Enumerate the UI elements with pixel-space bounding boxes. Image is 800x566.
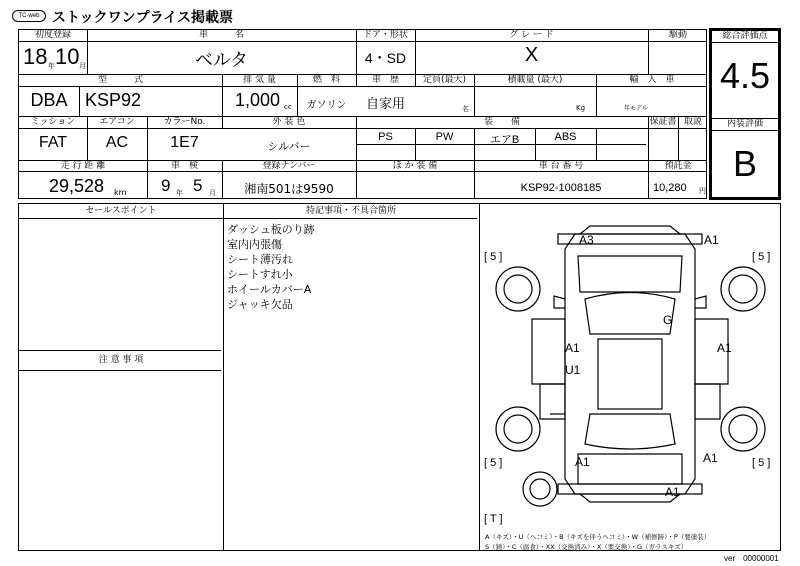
chassis-value: KSP92-1008185 [520, 182, 602, 194]
fuel-header: 燃 料 [312, 75, 340, 85]
other-equip-header: ほ か 装 備 [392, 161, 438, 171]
mission-value: FAT [38, 134, 68, 151]
price-value: 10,280 [653, 182, 687, 194]
history-value: 自家用 [365, 97, 405, 112]
mark-rear-left: A1 [575, 455, 590, 469]
interior-score-label: 内装評価 [712, 118, 778, 131]
first-reg-header: 初度登録 [34, 30, 71, 40]
mission-header: ミッション [30, 117, 76, 127]
mark-left-door2: U1 [565, 363, 581, 377]
spare-label: [ T ] [484, 513, 503, 525]
door-header: ドア・形状 [363, 30, 408, 40]
note-item: 室内内張傷 [227, 238, 282, 251]
capacity-header: 定員(最大) [422, 75, 467, 85]
legend [485, 532, 710, 552]
info-table [18, 29, 707, 199]
mark-rear-right: A1 [703, 451, 718, 465]
price-header: 預託金 [664, 161, 692, 171]
sales-point-header: セールスポイント [85, 206, 157, 216]
color-header: 外 装 色 [272, 117, 306, 127]
displacement-header: 排 気 量 [243, 75, 276, 85]
model-header: 型 式 [97, 75, 143, 85]
name-header: 車 名 [198, 30, 244, 40]
note-item: シートすれ小 [227, 268, 293, 281]
special-notes-list [227, 222, 315, 312]
mileage-value: 29,528 [49, 176, 105, 196]
load-unit: Kg [576, 104, 586, 112]
mark-front-left: A3 [579, 233, 594, 247]
equip-ps: PS [378, 131, 393, 143]
capacity-unit: 名 [462, 105, 469, 113]
equip-pw: PW [435, 131, 454, 143]
insp-year: 9 [161, 176, 171, 195]
mark-left-door1: A1 [565, 341, 580, 355]
legend-line1: A（キズ）・U（ヘコミ）・B（キズを伴うヘコミ）・W（補修跡）・P（要塗装） [485, 533, 711, 541]
plate-value: 湘南501は9590 [244, 182, 334, 196]
year-unit: 年 [48, 62, 55, 70]
page-title: ストックワンプライス掲載票 [52, 10, 234, 26]
note-item: シート薄汚れ [227, 253, 293, 266]
import-header: 輸 入 車 [629, 75, 675, 85]
equip-airbag: エアB [489, 134, 520, 146]
color-value: シルバー [267, 140, 311, 153]
chassis-header: 車 台 番 号 [538, 161, 584, 171]
month-unit: 月 [79, 62, 86, 70]
color-no-header: カラーNo. [163, 117, 206, 127]
cc-unit: cc [284, 103, 292, 111]
mileage-header: 走 行 距 離 [60, 161, 106, 171]
car-diagram [480, 204, 781, 549]
model-prefix: DBA [30, 90, 68, 110]
equipment-header: 装 備 [483, 117, 520, 127]
door-type: 4・SD [364, 50, 407, 66]
insp-year-unit: 年 [176, 189, 183, 197]
score-box [709, 28, 781, 200]
legend-line2: S（錆）・C（腐食）・XX（交換済み）・X（要交換）・G（ガラスキズ） [485, 543, 688, 551]
grade-header: グ レ ー ド [509, 30, 554, 40]
plate-header: 登録ナンバー [262, 161, 316, 171]
color-no-value: 1E7 [170, 134, 199, 151]
first-reg-month: 10 [55, 44, 80, 69]
note-item: ホイールカバーA [227, 283, 312, 296]
aircon-header: エアコン [99, 117, 135, 127]
manual-header: 取説 [683, 117, 702, 127]
mark-right-door: A1 [717, 341, 732, 355]
drive-header: 駆動 [668, 30, 687, 40]
version-label: ver 00000001 [724, 554, 779, 563]
mark-rear-center: A1 [665, 485, 680, 499]
equip-abs: ABS [554, 131, 577, 143]
first-reg-year: 18 [23, 44, 48, 69]
grade-value: X [524, 44, 539, 66]
overall-score-label: 総合評価点 [712, 31, 778, 43]
caution-header: 注 意 事 項 [98, 355, 144, 365]
overall-score: 4.5 [719, 55, 771, 96]
interior-score: B [732, 143, 757, 184]
tire-fl-label: [ 5 ] [484, 251, 503, 263]
displacement-value: 1,000 [235, 90, 281, 110]
insp-month-unit: 月 [209, 189, 216, 197]
aircon-value: AC [105, 134, 129, 151]
load-header: 積載量 (最大) [507, 75, 563, 85]
import-unit: 年モデル [624, 105, 648, 112]
car-name: ベルタ [194, 50, 249, 71]
warranty-header: 保証書 [649, 117, 677, 127]
mark-front-right: A1 [704, 233, 719, 247]
special-notes-header: 特記事項・不具合箇所 [305, 206, 396, 216]
note-item: ダッシュ板のり跡 [227, 223, 315, 236]
model-value: KSP92 [85, 90, 142, 110]
tire-rr-label: [ 5 ] [752, 457, 771, 469]
km-unit: km [114, 188, 127, 197]
note-item: ジャッキ欠品 [227, 298, 293, 311]
logo: TC-web [12, 10, 46, 22]
fuel-value: ガソリン [306, 100, 347, 111]
tire-fr-label: [ 5 ] [752, 251, 771, 263]
history-header: 車 歴 [371, 75, 399, 85]
lower-section [18, 203, 781, 551]
insp-month: 5 [193, 176, 203, 195]
inspection-header: 車 検 [170, 161, 198, 171]
tire-rl-label: [ 5 ] [484, 457, 503, 469]
mark-roof: G [663, 313, 673, 327]
yen-unit: 円 [699, 187, 706, 195]
